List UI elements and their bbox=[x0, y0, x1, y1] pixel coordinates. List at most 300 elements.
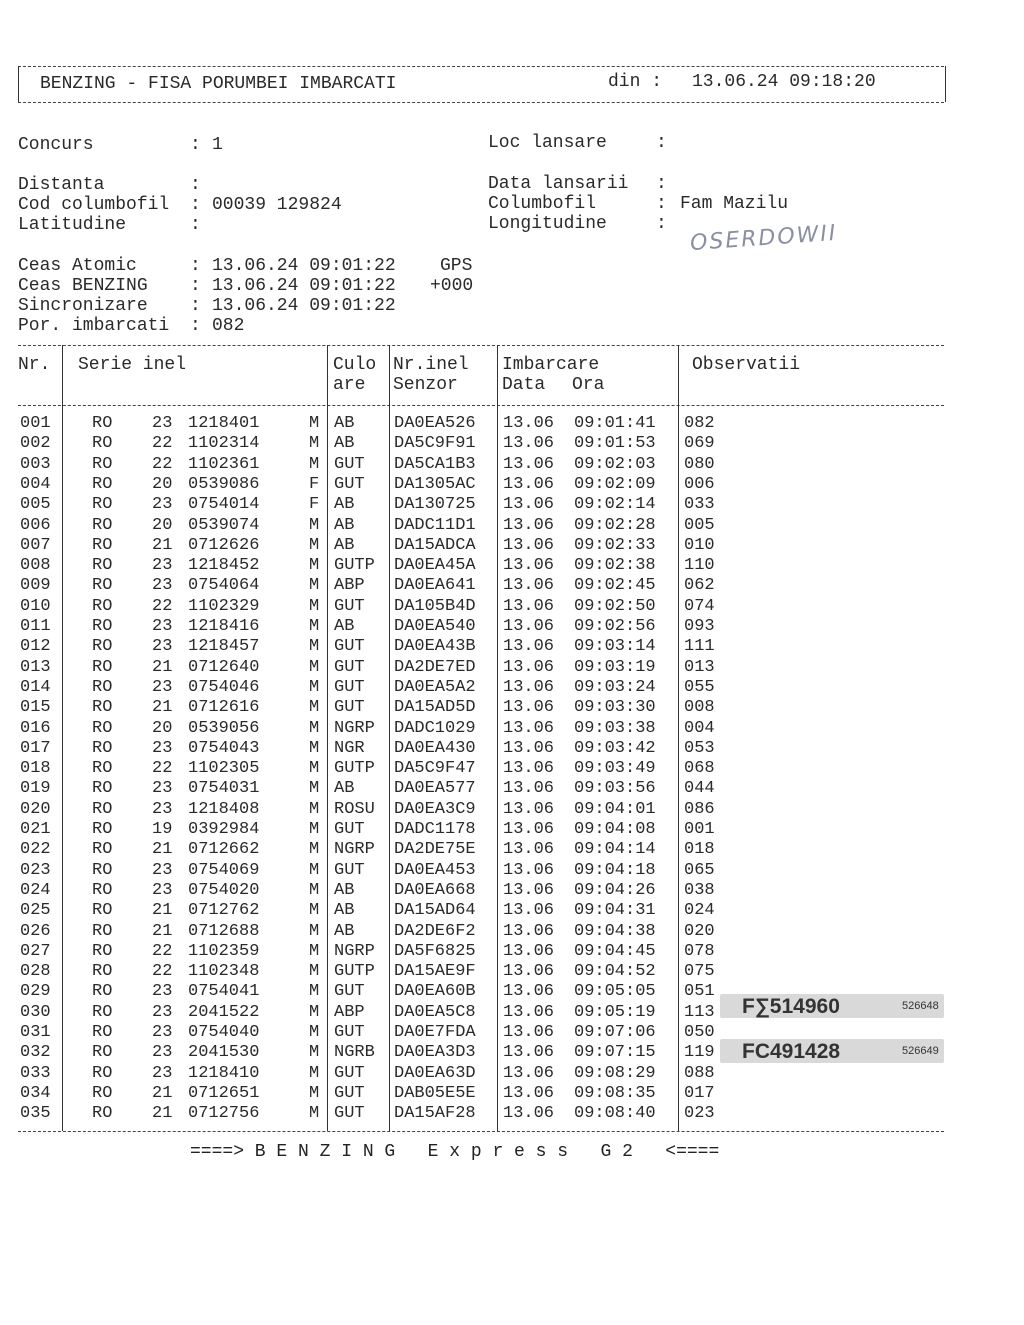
table-row bbox=[0, 597, 1024, 617]
cell-sensor: DA5C9F91 bbox=[394, 434, 476, 454]
cell-sex: F bbox=[309, 474, 320, 494]
cell-ring: 0754031 bbox=[188, 779, 260, 799]
cell-country: RO bbox=[92, 474, 113, 494]
cell-ring: 2041530 bbox=[188, 1043, 260, 1063]
cell-sensor: DA5C9F47 bbox=[394, 759, 476, 779]
cell-sensor: DA0EA526 bbox=[394, 414, 476, 433]
cell-country: RO bbox=[92, 657, 113, 677]
cell-nr: 004 bbox=[20, 474, 51, 494]
cell-country: RO bbox=[92, 901, 113, 921]
cell-year: 20 bbox=[152, 718, 173, 738]
info-label-columbofil: Columbofil bbox=[488, 194, 597, 214]
cell-year: 20 bbox=[152, 474, 173, 494]
cell-date: 13.06 bbox=[503, 880, 555, 900]
cell-date: 13.06 bbox=[503, 860, 555, 880]
clock-label-benzing: Ceas BENZING bbox=[18, 276, 148, 296]
cell-date: 13.06 bbox=[503, 535, 555, 555]
footer-banner: ====> B E N Z I N G E x p r e s s G 2 <==== bbox=[190, 1142, 720, 1162]
table-row bbox=[0, 1064, 1024, 1084]
cell-country: RO bbox=[92, 1083, 113, 1103]
cell-date: 13.06 bbox=[503, 982, 555, 1002]
cell-date: 13.06 bbox=[503, 454, 555, 474]
info-colon: : bbox=[190, 276, 201, 296]
cell-color: GUT bbox=[334, 1083, 365, 1103]
cell-color: GUT bbox=[334, 474, 365, 494]
cell-ring: 1102314 bbox=[188, 434, 260, 454]
cell-nr: 028 bbox=[20, 962, 51, 982]
cell-time: 09:03:19 bbox=[574, 657, 656, 677]
cell-date: 13.06 bbox=[503, 657, 555, 677]
cell-sex: M bbox=[309, 982, 320, 1002]
cell-sensor: DA0EA453 bbox=[394, 860, 476, 880]
col-header-data: Data bbox=[502, 375, 546, 395]
info-colon: : bbox=[190, 296, 201, 316]
cell-color: AB bbox=[334, 921, 355, 941]
cell-obs: 008 bbox=[684, 698, 715, 718]
cell-sex: M bbox=[309, 738, 320, 758]
info-value-cod: 00039 129824 bbox=[212, 195, 342, 215]
cell-nr: 017 bbox=[20, 738, 51, 758]
cell-color: GUT bbox=[334, 820, 365, 839]
ring-label-code: 526648 bbox=[902, 1000, 939, 1012]
cell-ring: 0754046 bbox=[188, 677, 260, 697]
info-value-columbofil: Fam Mazilu bbox=[680, 194, 789, 214]
header-bottom-rule bbox=[18, 102, 944, 103]
info-label-longitudine: Longitudine bbox=[488, 214, 607, 234]
cell-obs: 080 bbox=[684, 454, 715, 474]
cell-sex: M bbox=[309, 637, 320, 657]
cell-sex: M bbox=[309, 860, 320, 880]
cell-sex: M bbox=[309, 941, 320, 961]
cell-date: 13.06 bbox=[503, 556, 555, 576]
cell-date: 13.06 bbox=[503, 799, 555, 819]
cell-time: 09:04:08 bbox=[574, 820, 656, 839]
cell-obs: 055 bbox=[684, 677, 715, 697]
cell-sex: M bbox=[309, 921, 320, 941]
cell-nr: 033 bbox=[20, 1063, 51, 1083]
cell-color: AB bbox=[334, 617, 355, 636]
cell-country: RO bbox=[92, 556, 113, 576]
cell-sensor: DA0EA63D bbox=[394, 1063, 476, 1083]
info-colon: : bbox=[656, 214, 667, 234]
cell-color: GUT bbox=[334, 657, 365, 677]
cell-date: 13.06 bbox=[503, 1063, 555, 1083]
cell-color: AB bbox=[334, 880, 355, 900]
cell-time: 09:03:14 bbox=[574, 637, 656, 657]
cell-country: RO bbox=[92, 1023, 113, 1042]
cell-date: 13.06 bbox=[503, 759, 555, 779]
cell-sensor: DA15AE9F bbox=[394, 962, 476, 982]
cell-sex: M bbox=[309, 1023, 320, 1042]
cell-country: RO bbox=[92, 799, 113, 819]
cell-date: 13.06 bbox=[503, 941, 555, 961]
cell-nr: 032 bbox=[20, 1043, 51, 1063]
cell-time: 09:04:01 bbox=[574, 799, 656, 819]
cell-sensor: DA0EA668 bbox=[394, 880, 476, 900]
cell-country: RO bbox=[92, 454, 113, 474]
cell-year: 23 bbox=[152, 1023, 173, 1042]
cell-year: 22 bbox=[152, 941, 173, 961]
cell-obs: 018 bbox=[684, 840, 715, 860]
cell-nr: 016 bbox=[20, 718, 51, 738]
cell-color: GUT bbox=[334, 637, 365, 657]
cell-country: RO bbox=[92, 1063, 113, 1083]
cell-sensor: DADC1029 bbox=[394, 718, 476, 738]
cell-obs: 038 bbox=[684, 880, 715, 900]
cell-sensor: DA15AD5D bbox=[394, 698, 476, 718]
cell-ring: 0754041 bbox=[188, 982, 260, 1002]
cell-obs: 013 bbox=[684, 657, 715, 677]
cell-sensor: DA0EA540 bbox=[394, 617, 476, 636]
cell-time: 09:05:05 bbox=[574, 982, 656, 1002]
cell-year: 23 bbox=[152, 414, 173, 433]
cell-time: 09:08:40 bbox=[574, 1104, 656, 1124]
info-value-concurs: 1 bbox=[212, 135, 223, 155]
col-header-imbarcare: Imbarcare bbox=[502, 355, 600, 375]
cell-ring: 0712756 bbox=[188, 1104, 260, 1124]
cell-obs: 017 bbox=[684, 1083, 715, 1103]
table-row bbox=[0, 556, 1024, 576]
cell-time: 09:08:35 bbox=[574, 1083, 656, 1103]
cell-sex: M bbox=[309, 617, 320, 636]
cell-ring: 0754064 bbox=[188, 576, 260, 596]
cell-obs: 044 bbox=[684, 779, 715, 799]
cell-obs: 050 bbox=[684, 1023, 715, 1042]
cell-ring: 0754069 bbox=[188, 860, 260, 880]
cell-ring: 1218410 bbox=[188, 1063, 260, 1083]
cell-time: 09:08:29 bbox=[574, 1063, 656, 1083]
clock-label-imbarcati: Por. imbarcati bbox=[18, 316, 170, 336]
cell-ring: 0712688 bbox=[188, 921, 260, 941]
cell-time: 09:04:14 bbox=[574, 840, 656, 860]
cell-country: RO bbox=[92, 880, 113, 900]
table-row bbox=[0, 861, 1024, 881]
cell-date: 13.06 bbox=[503, 738, 555, 758]
cell-color: AB bbox=[334, 779, 355, 799]
cell-year: 23 bbox=[152, 860, 173, 880]
report-date: 13.06.24 09:18:20 bbox=[692, 72, 876, 92]
cell-sex: M bbox=[309, 677, 320, 697]
cell-year: 22 bbox=[152, 596, 173, 616]
cell-color: GUT bbox=[334, 982, 365, 1002]
cell-year: 23 bbox=[152, 617, 173, 636]
cell-date: 13.06 bbox=[503, 434, 555, 454]
cell-time: 09:02:56 bbox=[574, 617, 656, 636]
cell-year: 21 bbox=[152, 535, 173, 555]
cell-time: 09:04:26 bbox=[574, 880, 656, 900]
clock-value-sync: 13.06.24 09:01:22 bbox=[212, 296, 396, 316]
cell-sex: M bbox=[309, 515, 320, 535]
table-row bbox=[0, 942, 1024, 962]
cell-ring: 0539086 bbox=[188, 474, 260, 494]
cell-country: RO bbox=[92, 718, 113, 738]
cell-nr: 019 bbox=[20, 779, 51, 799]
table-row bbox=[0, 800, 1024, 820]
cell-date: 13.06 bbox=[503, 617, 555, 636]
cell-ring: 0392984 bbox=[188, 820, 260, 839]
info-colon: : bbox=[190, 256, 201, 276]
cell-sex: M bbox=[309, 962, 320, 982]
cell-nr: 027 bbox=[20, 941, 51, 961]
clock-extra-atomic: GPS bbox=[440, 256, 473, 276]
table-row bbox=[0, 820, 1024, 840]
cell-ring: 0712640 bbox=[188, 657, 260, 677]
cell-year: 23 bbox=[152, 576, 173, 596]
table-row bbox=[0, 414, 1024, 434]
cell-date: 13.06 bbox=[503, 677, 555, 697]
cell-time: 09:03:24 bbox=[574, 677, 656, 697]
cell-year: 21 bbox=[152, 698, 173, 718]
cell-color: GUTP bbox=[334, 556, 375, 576]
cell-time: 09:02:09 bbox=[574, 474, 656, 494]
cell-obs: 062 bbox=[684, 576, 715, 596]
cell-year: 22 bbox=[152, 454, 173, 474]
cell-country: RO bbox=[92, 982, 113, 1002]
cell-country: RO bbox=[92, 840, 113, 860]
col-header-culo: Culo bbox=[333, 355, 377, 375]
cell-color: AB bbox=[334, 495, 355, 515]
ring-label bbox=[720, 994, 944, 1018]
table-row bbox=[0, 495, 1024, 515]
cell-sex: M bbox=[309, 535, 320, 555]
cell-obs: 004 bbox=[684, 718, 715, 738]
cell-country: RO bbox=[92, 1043, 113, 1063]
cell-sex: M bbox=[309, 414, 320, 433]
cell-year: 23 bbox=[152, 982, 173, 1002]
info-colon: : bbox=[656, 133, 667, 153]
cell-obs: 005 bbox=[684, 515, 715, 535]
cell-obs: 113 bbox=[684, 1002, 715, 1022]
cell-color: GUT bbox=[334, 1023, 365, 1042]
cell-year: 21 bbox=[152, 901, 173, 921]
cell-date: 13.06 bbox=[503, 576, 555, 596]
cell-date: 13.06 bbox=[503, 637, 555, 657]
cell-time: 09:03:42 bbox=[574, 738, 656, 758]
cell-date: 13.06 bbox=[503, 414, 555, 433]
cell-nr: 015 bbox=[20, 698, 51, 718]
cell-obs: 075 bbox=[684, 962, 715, 982]
cell-sensor: DA5CA1B3 bbox=[394, 454, 476, 474]
cell-sex: M bbox=[309, 454, 320, 474]
cell-year: 23 bbox=[152, 880, 173, 900]
cell-sensor: DA130725 bbox=[394, 495, 476, 515]
cell-year: 23 bbox=[152, 637, 173, 657]
cell-nr: 014 bbox=[20, 677, 51, 697]
cell-year: 23 bbox=[152, 1043, 173, 1063]
cell-sex: M bbox=[309, 1002, 320, 1022]
cell-obs: 065 bbox=[684, 860, 715, 880]
cell-obs: 074 bbox=[684, 596, 715, 616]
cell-sex: M bbox=[309, 434, 320, 454]
cell-ring: 0754020 bbox=[188, 880, 260, 900]
cell-ring: 0754040 bbox=[188, 1023, 260, 1042]
cell-time: 09:02:28 bbox=[574, 515, 656, 535]
cell-country: RO bbox=[92, 535, 113, 555]
cell-year: 23 bbox=[152, 799, 173, 819]
cell-time: 09:04:45 bbox=[574, 941, 656, 961]
cell-color: AB bbox=[334, 414, 355, 433]
cell-color: NGRP bbox=[334, 718, 375, 738]
cell-nr: 005 bbox=[20, 495, 51, 515]
ring-label-number: FC491428 bbox=[742, 1040, 841, 1063]
table-row bbox=[0, 962, 1024, 982]
cell-ring: 1102361 bbox=[188, 454, 260, 474]
cell-country: RO bbox=[92, 515, 113, 535]
table-row bbox=[0, 434, 1024, 454]
cell-sensor: DA2DE75E bbox=[394, 840, 476, 860]
cell-year: 23 bbox=[152, 677, 173, 697]
cell-ring: 0539056 bbox=[188, 718, 260, 738]
cell-sex: M bbox=[309, 820, 320, 839]
cell-sensor: DA0EA5A2 bbox=[394, 677, 476, 697]
cell-year: 23 bbox=[152, 556, 173, 576]
cell-obs: 086 bbox=[684, 799, 715, 819]
cell-time: 09:04:52 bbox=[574, 962, 656, 982]
cell-color: NGRP bbox=[334, 840, 375, 860]
cell-ring: 0754043 bbox=[188, 738, 260, 758]
cell-sensor: DA0EA3D3 bbox=[394, 1043, 476, 1063]
cell-time: 09:02:38 bbox=[574, 556, 656, 576]
cell-date: 13.06 bbox=[503, 1023, 555, 1042]
cell-nr: 010 bbox=[20, 596, 51, 616]
cell-sensor: DA0EA60B bbox=[394, 982, 476, 1002]
cell-nr: 029 bbox=[20, 982, 51, 1002]
cell-sex: M bbox=[309, 1063, 320, 1083]
cell-country: RO bbox=[92, 414, 113, 433]
cell-country: RO bbox=[92, 495, 113, 515]
cell-nr: 011 bbox=[20, 617, 51, 636]
cell-sex: F bbox=[309, 495, 320, 515]
table-row bbox=[0, 759, 1024, 779]
cell-sex: M bbox=[309, 556, 320, 576]
table-row bbox=[0, 1084, 1024, 1104]
cell-time: 09:02:33 bbox=[574, 535, 656, 555]
cell-year: 23 bbox=[152, 779, 173, 799]
cell-obs: 111 bbox=[684, 637, 715, 657]
cell-color: GUTP bbox=[334, 759, 375, 779]
cell-obs: 053 bbox=[684, 738, 715, 758]
cell-sex: M bbox=[309, 596, 320, 616]
cell-obs: 088 bbox=[684, 1063, 715, 1083]
cell-nr: 034 bbox=[20, 1083, 51, 1103]
cell-sensor: DA2DE7ED bbox=[394, 657, 476, 677]
cell-obs: 082 bbox=[684, 414, 715, 433]
cell-ring: 2041522 bbox=[188, 1002, 260, 1022]
cell-color: AB bbox=[334, 515, 355, 535]
cell-obs: 006 bbox=[684, 474, 715, 494]
table-top-rule bbox=[18, 345, 944, 346]
table-row bbox=[0, 719, 1024, 739]
clock-value-benzing: 13.06.24 09:01:22 bbox=[212, 276, 396, 296]
cell-sensor: DA15AF28 bbox=[394, 1104, 476, 1124]
cell-year: 19 bbox=[152, 820, 173, 839]
ring-label-number: F∑514960 bbox=[742, 995, 840, 1018]
cell-color: ABP bbox=[334, 1002, 365, 1022]
table-row bbox=[0, 455, 1024, 475]
cell-nr: 006 bbox=[20, 515, 51, 535]
cell-time: 09:02:45 bbox=[574, 576, 656, 596]
report-title: BENZING - FISA PORUMBEI IMBARCATI bbox=[40, 74, 397, 94]
cell-sensor: DA0EA45A bbox=[394, 556, 476, 576]
cell-color: GUT bbox=[334, 596, 365, 616]
cell-color: NGRB bbox=[334, 1043, 375, 1063]
cell-country: RO bbox=[92, 434, 113, 454]
cell-country: RO bbox=[92, 738, 113, 758]
cell-nr: 020 bbox=[20, 799, 51, 819]
cell-color: AB bbox=[334, 901, 355, 921]
cell-time: 09:04:38 bbox=[574, 921, 656, 941]
cell-country: RO bbox=[92, 759, 113, 779]
cell-year: 23 bbox=[152, 738, 173, 758]
clock-label-atomic: Ceas Atomic bbox=[18, 256, 137, 276]
table-row bbox=[0, 516, 1024, 536]
col-header-observatii: Observatii bbox=[692, 355, 801, 375]
cell-time: 09:03:38 bbox=[574, 718, 656, 738]
cell-country: RO bbox=[92, 637, 113, 657]
info-label-concurs: Concurs bbox=[18, 135, 94, 155]
cell-color: GUT bbox=[334, 677, 365, 697]
cell-ring: 1218416 bbox=[188, 617, 260, 636]
cell-time: 09:04:18 bbox=[574, 860, 656, 880]
cell-ring: 1102305 bbox=[188, 759, 260, 779]
cell-sensor: DA15AD64 bbox=[394, 901, 476, 921]
cell-nr: 009 bbox=[20, 576, 51, 596]
clock-value-atomic: 13.06.24 09:01:22 bbox=[212, 256, 396, 276]
cell-sensor: DA0EA3C9 bbox=[394, 799, 476, 819]
cell-color: GUT bbox=[334, 860, 365, 880]
cell-obs: 001 bbox=[684, 820, 715, 839]
cell-ring: 0712651 bbox=[188, 1083, 260, 1103]
cell-obs: 068 bbox=[684, 759, 715, 779]
cell-sex: M bbox=[309, 840, 320, 860]
col-header-nrinel: Nr.inel bbox=[393, 355, 469, 375]
table-row bbox=[0, 881, 1024, 901]
cell-obs: 010 bbox=[684, 535, 715, 555]
info-label-latitudine: Latitudine bbox=[18, 215, 127, 235]
info-colon: : bbox=[190, 215, 201, 235]
cell-nr: 024 bbox=[20, 880, 51, 900]
cell-sex: M bbox=[309, 576, 320, 596]
cell-obs: 033 bbox=[684, 495, 715, 515]
cell-date: 13.06 bbox=[503, 474, 555, 494]
cell-year: 21 bbox=[152, 1083, 173, 1103]
cell-nr: 023 bbox=[20, 860, 51, 880]
info-colon: : bbox=[190, 195, 201, 215]
cell-ring: 1102359 bbox=[188, 941, 260, 961]
cell-nr: 025 bbox=[20, 901, 51, 921]
cell-nr: 002 bbox=[20, 434, 51, 454]
cell-time: 09:02:50 bbox=[574, 596, 656, 616]
cell-sex: M bbox=[309, 718, 320, 738]
cell-obs: 110 bbox=[684, 556, 715, 576]
cell-sex: M bbox=[309, 901, 320, 921]
cell-sex: M bbox=[309, 799, 320, 819]
cell-ring: 0712662 bbox=[188, 840, 260, 860]
cell-nr: 007 bbox=[20, 535, 51, 555]
cell-obs: 051 bbox=[684, 982, 715, 1002]
info-colon: : bbox=[190, 316, 201, 336]
cell-country: RO bbox=[92, 941, 113, 961]
cell-year: 21 bbox=[152, 921, 173, 941]
cell-year: 21 bbox=[152, 840, 173, 860]
cell-color: ABP bbox=[334, 576, 365, 596]
cell-color: AB bbox=[334, 434, 355, 454]
cell-nr: 012 bbox=[20, 637, 51, 657]
cell-nr: 013 bbox=[20, 657, 51, 677]
cell-country: RO bbox=[92, 698, 113, 718]
cell-ring: 1102348 bbox=[188, 962, 260, 982]
cell-country: RO bbox=[92, 576, 113, 596]
